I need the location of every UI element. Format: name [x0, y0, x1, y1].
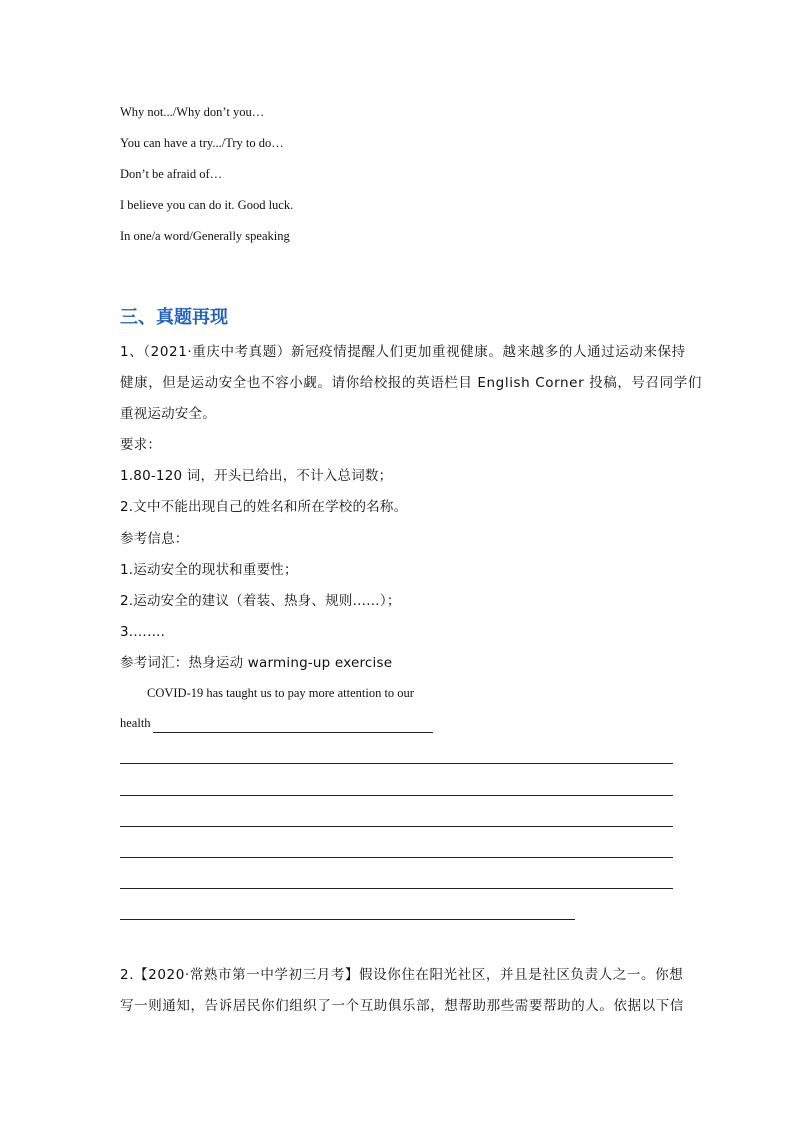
answer-line-last[interactable]	[120, 919, 575, 920]
q2-prompt-line-2: 写一则通知，告诉居民你们组织了一个互助俱乐部，想帮助那些需要帮助的人。依据以下信	[120, 998, 684, 1014]
q1-prompt-line-2: 健康，但是运动安全也不容小觑。请你给校报的英语栏目 English Corner 投稿，号召同学们	[120, 375, 702, 391]
q1-requirement-2: 2.文中不能出现自己的姓名和所在学校的名称。	[120, 499, 408, 515]
q1-info-3: 3.…….	[120, 624, 166, 640]
answer-line[interactable]	[120, 826, 673, 827]
phrase-in-one-word: In one/a word/Generally speaking	[120, 229, 290, 243]
answer-line[interactable]	[120, 763, 673, 764]
phrase-believe: I believe you can do it. Good luck.	[120, 198, 294, 212]
answer-line[interactable]	[120, 857, 673, 858]
q1-info-2: 2.运动安全的建议（着装、热身、规则……）；	[120, 593, 401, 609]
q2-prompt-line-1: 2.【2020·常熟市第一中学初三月考】假设你住在阳光社区，并且是社区负责人之一。你想	[120, 967, 684, 983]
q1-prompt-line-3: 重视运动安全。	[120, 406, 216, 422]
answer-line[interactable]	[120, 795, 673, 796]
answer-line[interactable]	[120, 888, 673, 889]
q1-opening-sentence: COVID-19 has taught us to pay more attention to our	[147, 686, 414, 700]
q1-info-label: 参考信息：	[120, 531, 189, 547]
q1-health-word: health	[120, 716, 151, 730]
q1-requirement-1: 1.80-120 词，开头已给出，不计入总词数；	[120, 468, 393, 484]
q1-vocab: 参考词汇：热身运动 warming-up exercise	[120, 655, 393, 671]
section-title: 三、真题再现	[120, 307, 228, 328]
q1-info-1: 1.运动安全的现状和重要性；	[120, 562, 298, 578]
phrase-why-not: Why not.../Why don’t you…	[120, 105, 265, 119]
phrase-dont-be-afraid: Don’t be afraid of…	[120, 167, 223, 181]
answer-blank-inline[interactable]	[153, 732, 433, 733]
phrase-have-a-try: You can have a try.../Try to do…	[120, 136, 284, 150]
q1-prompt-line-1: 1、（2021·重庆中考真题）新冠疫情提醒人们更加重视健康。越来越多的人通过运动来保持	[120, 344, 686, 360]
q1-requirements-label: 要求：	[120, 437, 162, 453]
